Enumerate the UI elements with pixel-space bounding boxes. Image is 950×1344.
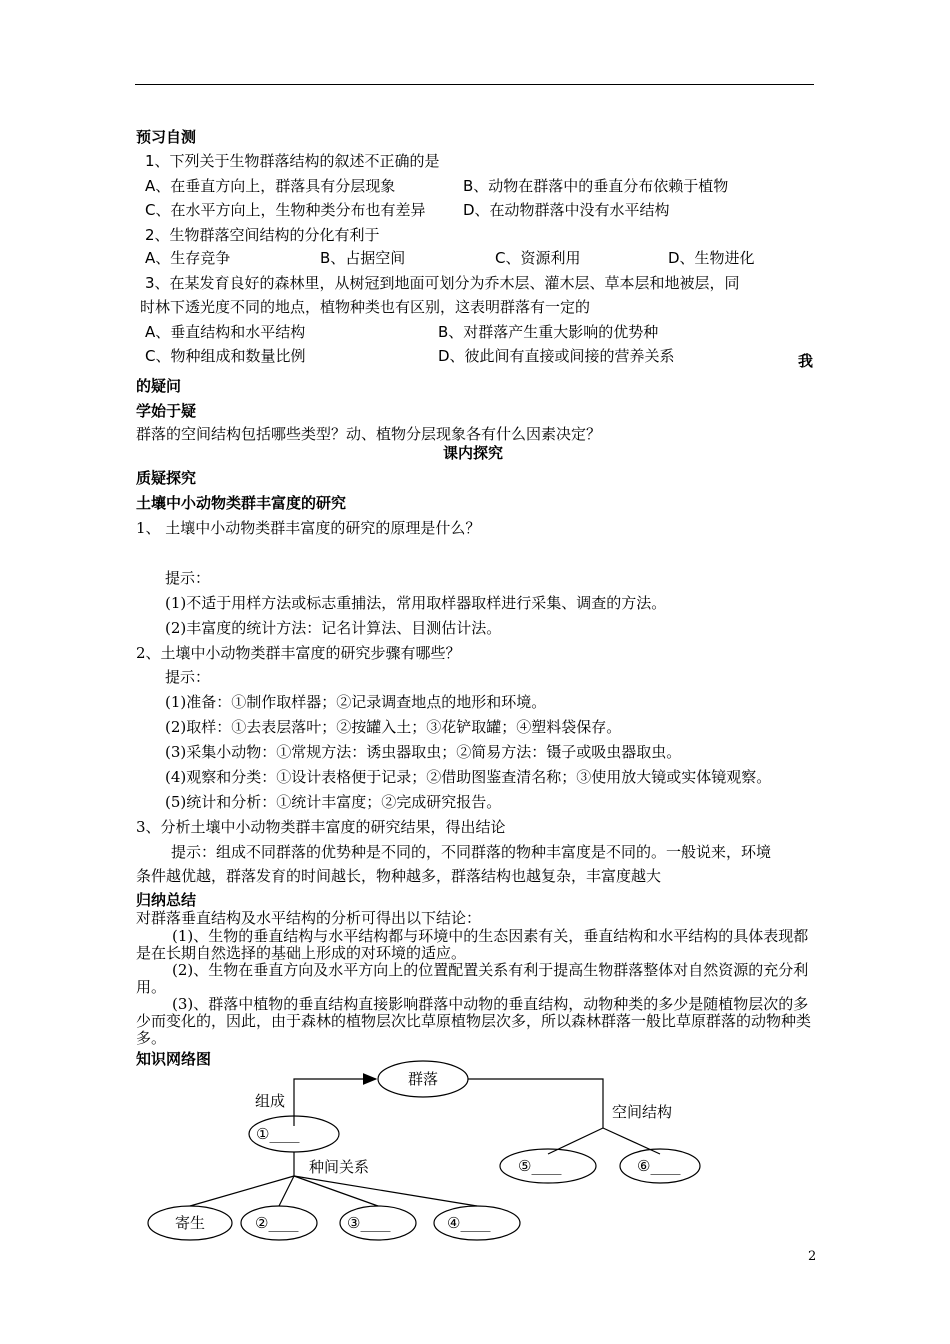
summary-heading: 归纳总结 bbox=[136, 891, 197, 909]
root-node-label: 群落 bbox=[407, 1070, 439, 1088]
spatial-connector bbox=[468, 1079, 603, 1128]
summary-paragraph-1: (1)、生物的垂直结构与水平结构都与环境中的生态因素有关，垂直结构和水平结构的具体表现都是在长期自然选择的基础上形成的对环境的适应。 bbox=[136, 927, 809, 962]
inquiry-q1: 1、 土壤中小动物类群丰富度的研究的原理是什么？ bbox=[136, 519, 481, 537]
node-1-label: ①____ bbox=[256, 1125, 300, 1143]
my-question-heading-part2: 的疑问 bbox=[136, 377, 182, 395]
inquiry-q3-hint-line1: 提示：组成不同群落的优势种是不同的，不同群落的物种丰富度是不同的。一般说来，环境 bbox=[171, 843, 772, 861]
inquiry-q2-item: (5)统计和分析：①统计丰富度；②完成研究报告。 bbox=[165, 793, 502, 811]
inquiry-q3: 3、分析土壤中小动物类群丰富度的研究结果，得出结论 bbox=[136, 818, 506, 836]
spatial-branch-right bbox=[603, 1128, 660, 1154]
q1-option-b: B、动物在群落中的垂直分布依赖于植物 bbox=[463, 177, 729, 195]
node-parasite-label: 寄生 bbox=[174, 1214, 206, 1232]
inclass-title: 课内探究 bbox=[443, 444, 504, 462]
q2-option-b: B、占据空间 bbox=[320, 249, 406, 267]
q3-stem-line1: 3、在某发育良好的森林里，从树冠到地面可划分为乔木层、灌木层、草本层和地被层，同 bbox=[145, 274, 740, 292]
q2-option-a: A、生存竞争 bbox=[145, 249, 231, 267]
inquiry-q1-item: (2)丰富度的统计方法：记名计算法、目测估计法。 bbox=[165, 619, 502, 637]
q1-stem: 1、下列关于生物群落结构的叙述不正确的是 bbox=[145, 152, 440, 170]
node-5-label: ⑤____ bbox=[518, 1157, 562, 1175]
interspecific-branch bbox=[190, 1176, 294, 1206]
composition-label: 组成 bbox=[255, 1092, 286, 1110]
inquiry-q2-item: (1)准备：①制作取样器；②记录调查地点的地形和环境。 bbox=[165, 693, 547, 711]
summary-paragraph-2: (2)、生物在垂直方向及水平方向上的位置配置关系有利于提高生物群落整体对自然资源的充分利用。 bbox=[136, 961, 809, 996]
q3-stem-line2: 时林下透光度不同的地点，植物种类也有区别，这表明群落有一定的 bbox=[140, 298, 591, 316]
q3-option-a: A、垂直结构和水平结构 bbox=[145, 323, 306, 341]
q1-option-c: C、在水平方向上，生物种类分布也有差异 bbox=[145, 201, 426, 219]
q3-option-d: D、彼此间有直接或间接的营养关系 bbox=[438, 347, 675, 365]
q1-option-d: D、在动物群落中没有水平结构 bbox=[463, 201, 670, 219]
q1-option-a: A、在垂直方向上，群落具有分层现象 bbox=[145, 177, 396, 195]
node-2-label: ②____ bbox=[255, 1214, 299, 1232]
interspecific-branch bbox=[279, 1176, 294, 1206]
interspecific-branch bbox=[294, 1176, 477, 1206]
q2-option-c: C、资源利用 bbox=[495, 249, 581, 267]
q2-option-d: D、生物进化 bbox=[668, 249, 755, 267]
inquiry-q2-item: (4)观察和分类：①设计表格便于记录；②借助图鉴查清名称；③使用放大镜或实体镜观察。 bbox=[165, 768, 772, 786]
inquiry-q1-hint: 提示： bbox=[165, 569, 211, 587]
interspecific-branch bbox=[294, 1176, 378, 1206]
topic-heading: 土壤中小动物类群丰富度的研究 bbox=[136, 494, 347, 512]
spatial-branch-left bbox=[548, 1128, 603, 1154]
q2-stem: 2、生物群落空间结构的分化有利于 bbox=[145, 226, 380, 244]
my-question-text: 群落的空间结构包括哪些类型？动、植物分层现象各有什么因素决定？ bbox=[136, 425, 602, 443]
inquiry-heading: 质疑探究 bbox=[136, 469, 197, 487]
inquiry-q2-item: (3)采集小动物：①常规方法：诱虫器取虫；②简易方法：镊子或吸虫器取虫。 bbox=[165, 743, 682, 761]
node-4-label: ④____ bbox=[447, 1214, 491, 1232]
summary-intro: 对群落垂直结构及水平结构的分析可得出以下结论： bbox=[136, 909, 482, 927]
inquiry-q2: 2、土壤中小动物类群丰富度的研究步骤有哪些？ bbox=[136, 644, 461, 662]
q3-option-c: C、物种组成和数量比例 bbox=[145, 347, 306, 365]
inquiry-q2-hint: 提示： bbox=[165, 668, 211, 686]
my-question-heading-part1: 我 bbox=[798, 352, 814, 370]
page-number: 2 bbox=[808, 1249, 817, 1264]
summary-paragraph-3: (3)、群落中植物的垂直结构直接影响群落中动物的垂直结构，动物种类的多少是随植物层次的多少而变化的，因此，由于森林的植物层次比草原植物层次多，所以森林群落一般比草原群落的动物种类多。 bbox=[136, 995, 812, 1047]
inquiry-q1-item: (1)不适于用样方法或标志重捕法，常用取样器取样进行采集、调查的方法。 bbox=[165, 594, 667, 612]
inquiry-q3-hint-line2: 条件越优越，群落发育的时间越长，物种越多，群落结构也越复杂，丰富度越大 bbox=[136, 867, 662, 885]
spatial-label: 空间结构 bbox=[612, 1103, 673, 1121]
composition-arrow bbox=[294, 1079, 376, 1126]
network-heading: 知识网络图 bbox=[136, 1050, 212, 1068]
q3-option-b: B、对群落产生重大影响的优势种 bbox=[438, 323, 659, 341]
inquiry-q2-item: (2)取样：①去表层落叶；②按罐入土；③花铲取罐；④塑料袋保存。 bbox=[165, 718, 622, 736]
learning-heading: 学始于疑 bbox=[136, 402, 197, 420]
preview-heading: 预习自测 bbox=[136, 128, 197, 146]
node-3-label: ③____ bbox=[347, 1214, 391, 1232]
node-6-label: ⑥____ bbox=[637, 1157, 681, 1175]
interspecific-label: 种间关系 bbox=[309, 1158, 370, 1176]
